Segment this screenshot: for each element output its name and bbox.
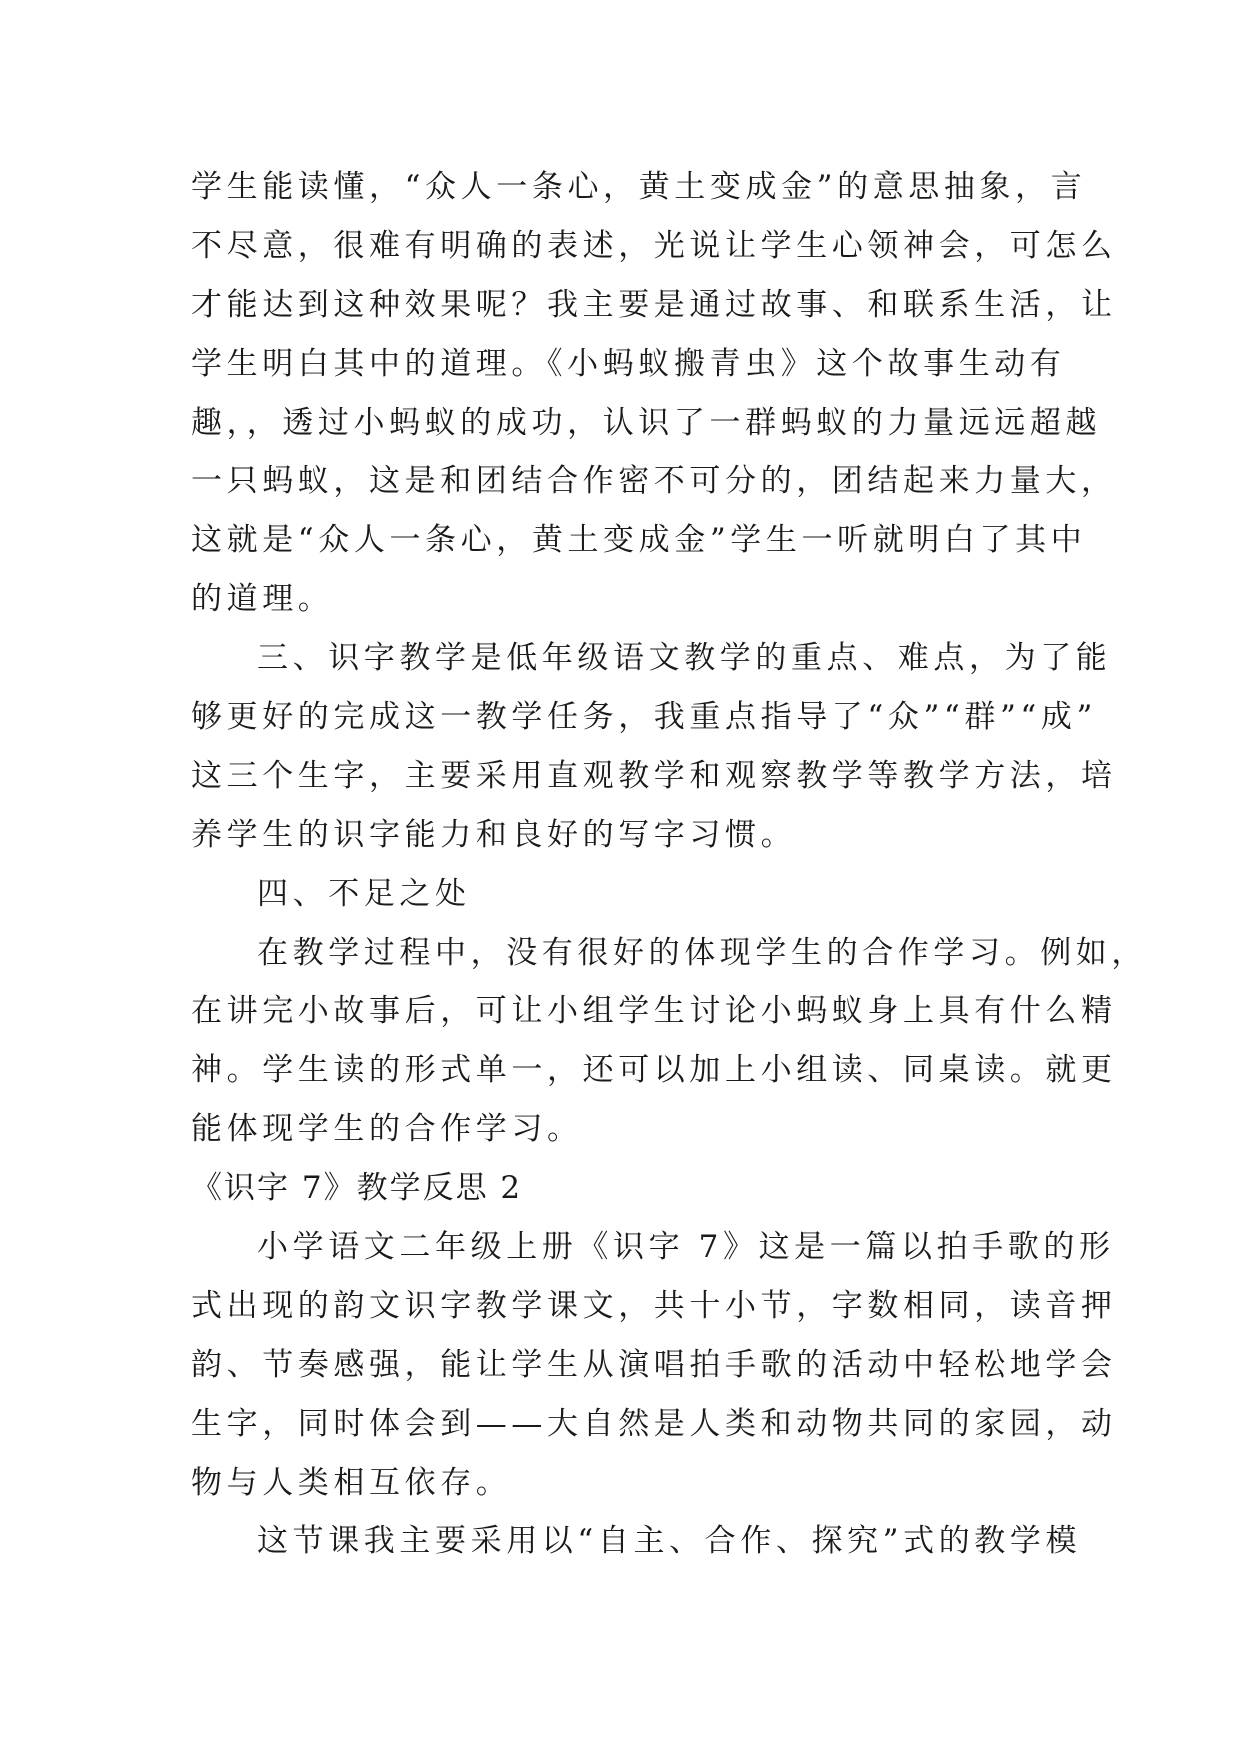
paragraph-start-line: 三、识字教学是低年级语文教学的重点、难点，为了能 (257, 640, 1112, 677)
text-line: 神。学生读的形式单一，还可以加上小组读、同桌读。就更 (191, 1052, 1117, 1089)
text-line: 生字，同时体会到——大自然是人类和动物共同的家园，动 (191, 1405, 1117, 1442)
text-line: 式出现的韵文识字教学课文，共十小节，字数相同，读音押 (191, 1287, 1117, 1324)
text-line: 学生能读懂，“众人一条心，黄土变成金”的意思抽象，言 (191, 169, 1087, 205)
paragraph-start-line: 这节课我主要采用以“自主、合作、探究”式的教学模 (257, 1523, 1082, 1560)
text-line: 趣，，透过小蚂蚁的成功，认识了一群蚂蚁的力量远远超越 (191, 404, 1102, 441)
section-heading: 四、不足之处 (257, 875, 471, 912)
text-line: 在讲完小故事后，可让小组学生讨论小蚂蚁身上具有什么精 (191, 993, 1117, 1030)
text-line: 一只蚂蚁，这是和团结合作密不可分的，团结起来力量大， (191, 463, 1117, 500)
text-line: 物与人类相互依存。 (191, 1464, 512, 1501)
document-page (191, 158, 1147, 1571)
paragraph-start-line: 小学语文二年级上册《识字 7》这是一篇以拍手歌的形 (257, 1229, 1115, 1266)
text-line: 韵、节奏感强，能让学生从演唱拍手歌的活动中轻松地学会 (191, 1346, 1117, 1383)
text-line: 养学生的识字能力和良好的写字习惯。 (191, 816, 797, 853)
text-line: 才能达到这种效果呢？我主要是通过故事、和联系生活，让 (191, 286, 1117, 323)
text-line: 不尽意，很难有明确的表述，光说让学生心领神会，可怎么 (191, 227, 1117, 264)
article-title: 《识字 7》教学反思 2 (191, 1170, 523, 1207)
text-line: 的道理。 (191, 581, 334, 618)
text-line: 能体现学生的合作学习。 (191, 1111, 583, 1148)
text-line: 这三个生字，主要采用直观教学和观察教学等教学方法，培 (191, 757, 1117, 794)
text-line: 够更好的完成这一教学任务，我重点指导了“众”“群”“成” (191, 699, 1097, 736)
text-line: 这就是“众人一条心，黄土变成金”学生一听就明白了其中 (191, 522, 1087, 559)
paragraph-start-line: 在教学过程中，没有很好的体现学生的合作学习。例如， (257, 934, 1147, 971)
text-line: 学生明白其中的道理。《小蚂蚁搬青虫》这个故事生动有 (191, 345, 1066, 382)
